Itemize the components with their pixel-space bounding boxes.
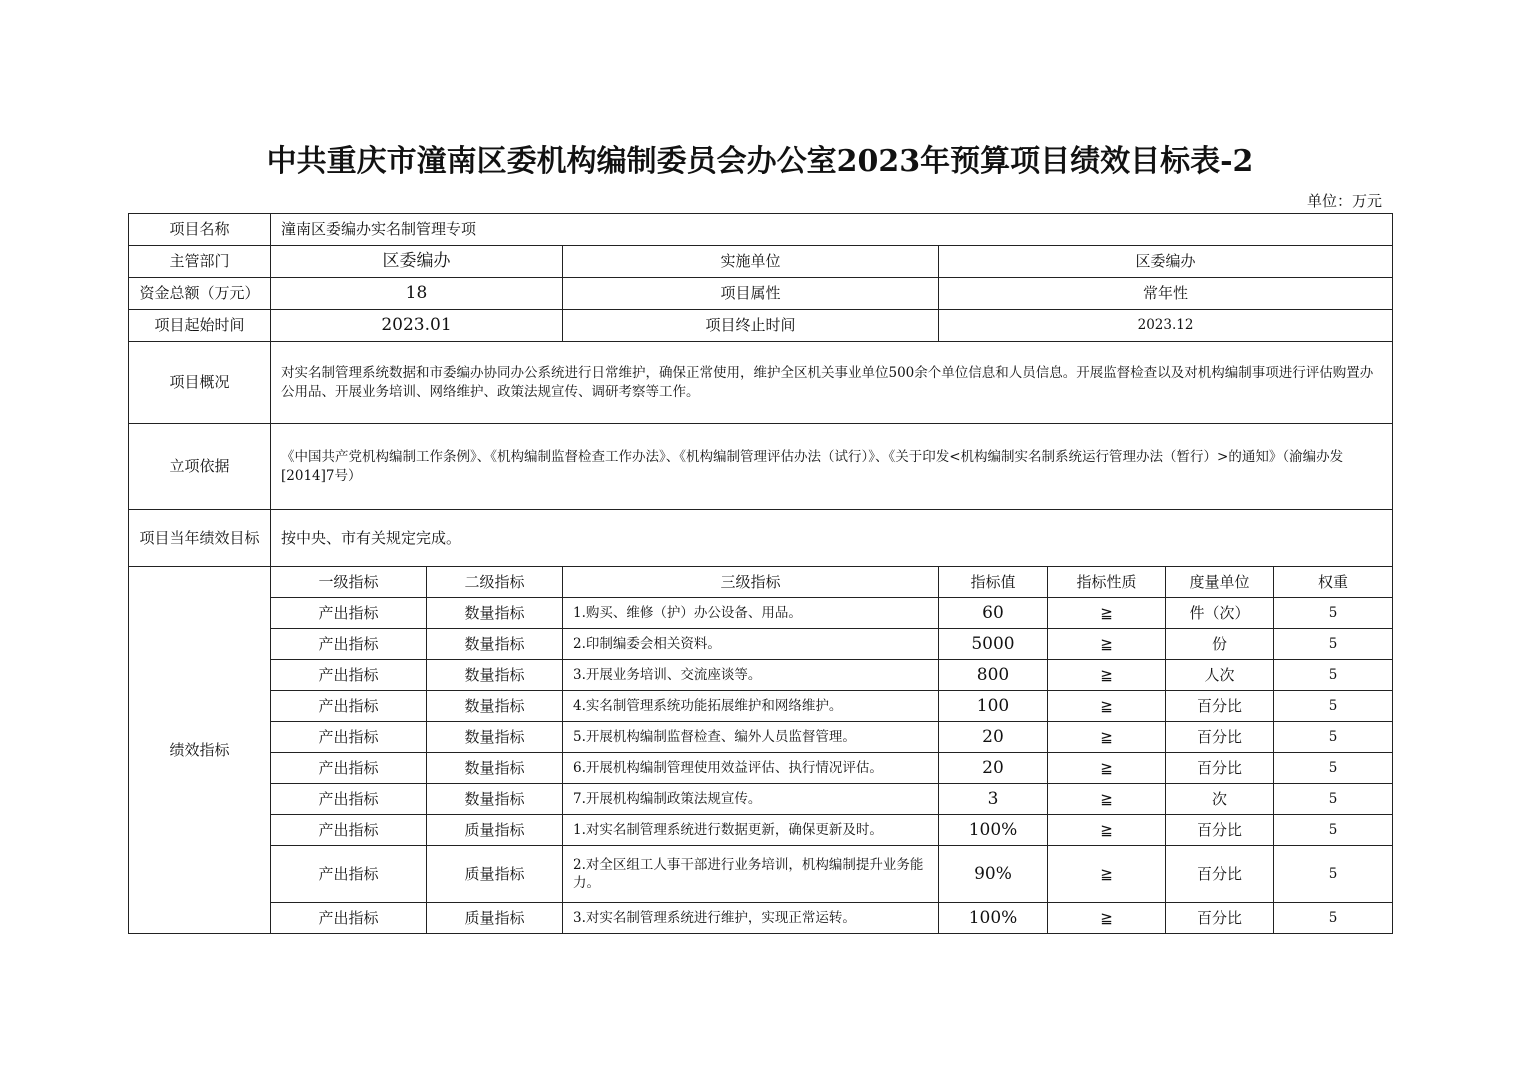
indicator-level3: 1.购买、维修（护）办公设备、用品。	[563, 598, 939, 629]
indicator-nature: ≧	[1048, 598, 1166, 629]
indicator-weight: 5	[1274, 784, 1393, 815]
indicator-level3: 2.对全区组工人事干部进行业务培训，机构编制提升业务能力。	[563, 846, 939, 903]
indicator-unit: 百分比	[1166, 903, 1274, 934]
indicator-row	[129, 815, 1393, 846]
indicator-unit: 百分比	[1166, 753, 1274, 784]
indicator-nature: ≧	[1048, 784, 1166, 815]
row-basis	[129, 424, 1393, 510]
indicator-unit: 份	[1166, 629, 1274, 660]
indicator-nature: ≧	[1048, 903, 1166, 934]
indicator-value: 60	[939, 598, 1048, 629]
header-unit: 度量单位	[1166, 567, 1274, 598]
row-goal	[129, 510, 1393, 567]
indicator-weight: 5	[1274, 722, 1393, 753]
indicator-unit: 百分比	[1166, 722, 1274, 753]
indicator-nature: ≧	[1048, 629, 1166, 660]
indicator-unit: 百分比	[1166, 691, 1274, 722]
indicator-level1: 产出指标	[271, 846, 427, 903]
indicator-level1: 产出指标	[271, 660, 427, 691]
indicator-weight: 5	[1274, 598, 1393, 629]
indicator-level3: 3.开展业务培训、交流座谈等。	[563, 660, 939, 691]
header-level3: 三级指标	[563, 567, 939, 598]
row-funds	[129, 278, 1393, 310]
indicator-unit: 件（次）	[1166, 598, 1274, 629]
funds-label: 资金总额（万元）	[129, 278, 271, 310]
header-level1: 一级指标	[271, 567, 427, 598]
impl-label: 实施单位	[563, 246, 939, 278]
dept-value: 区委编办	[271, 246, 563, 278]
indicator-level3: 3.对实名制管理系统进行维护，实现正常运转。	[563, 903, 939, 934]
overview-label: 项目概况	[129, 342, 271, 424]
indicator-level2: 数量指标	[427, 753, 563, 784]
indicator-row	[129, 660, 1393, 691]
performance-table	[128, 213, 1393, 934]
header-nature: 指标性质	[1048, 567, 1166, 598]
indicator-nature: ≧	[1048, 815, 1166, 846]
indicator-unit: 百分比	[1166, 846, 1274, 903]
header-value: 指标值	[939, 567, 1048, 598]
indicator-level1: 产出指标	[271, 903, 427, 934]
indicator-level3: 6.开展机构编制管理使用效益评估、执行情况评估。	[563, 753, 939, 784]
indicator-row	[129, 598, 1393, 629]
indicator-weight: 5	[1274, 846, 1393, 903]
indicator-level2: 质量指标	[427, 815, 563, 846]
indicator-level3: 2.印制编委会相关资料。	[563, 629, 939, 660]
funds-value: 18	[271, 278, 563, 310]
indicator-level2: 数量指标	[427, 598, 563, 629]
dept-label: 主管部门	[129, 246, 271, 278]
indicator-value: 90%	[939, 846, 1048, 903]
indicator-level3: 7.开展机构编制政策法规宣传。	[563, 784, 939, 815]
indicator-row	[129, 722, 1393, 753]
start-value: 2023.01	[271, 310, 563, 342]
row-dept	[129, 246, 1393, 278]
indicator-level2: 数量指标	[427, 784, 563, 815]
attr-value: 常年性	[939, 278, 1393, 310]
unit-label: 单位：万元	[1306, 192, 1382, 210]
indicator-unit: 人次	[1166, 660, 1274, 691]
indicator-level2: 数量指标	[427, 691, 563, 722]
indicator-level3: 4.实名制管理系统功能拓展维护和网络维护。	[563, 691, 939, 722]
indicator-level2: 质量指标	[427, 903, 563, 934]
indicator-row	[129, 784, 1393, 815]
indicator-level1: 产出指标	[271, 784, 427, 815]
indicator-level3: 5.开展机构编制监督检查、编外人员监督管理。	[563, 722, 939, 753]
indicator-nature: ≧	[1048, 722, 1166, 753]
indicator-unit: 百分比	[1166, 815, 1274, 846]
indicator-level1: 产出指标	[271, 815, 427, 846]
indicator-value: 20	[939, 753, 1048, 784]
row-project-name	[129, 214, 1393, 246]
indicator-nature: ≧	[1048, 846, 1166, 903]
perf-label: 绩效指标	[129, 567, 271, 934]
indicator-row	[129, 903, 1393, 934]
overview-value: 对实名制管理系统数据和市委编办协同办公系统进行日常维护，确保正常使用，维护全区机关事业单位500余个单位信息和人员信息。开展监督检查以及对机构编制事项进行评估购置办公用品、开展业务培训、网络维护、政策法规宣传、调研考察等工作。	[271, 342, 1393, 424]
indicator-value: 3	[939, 784, 1048, 815]
goal-label: 项目当年绩效目标	[129, 510, 271, 567]
basis-value: 《中国共产党机构编制工作条例》、《机构编制监督检查工作办法》、《机构编制管理评估办法（试行）》、《关于印发<机构编制实名制系统运行管理办法（暂行）>的通知》（渝编办发[2014]7号）	[271, 424, 1393, 510]
indicator-level1: 产出指标	[271, 598, 427, 629]
indicator-unit: 次	[1166, 784, 1274, 815]
indicator-value: 100%	[939, 903, 1048, 934]
indicator-weight: 5	[1274, 815, 1393, 846]
indicator-level1: 产出指标	[271, 629, 427, 660]
indicator-header-row	[129, 567, 1393, 598]
indicator-value: 800	[939, 660, 1048, 691]
project-name-label: 项目名称	[129, 214, 271, 246]
indicator-level3: 1.对实名制管理系统进行数据更新，确保更新及时。	[563, 815, 939, 846]
indicator-weight: 5	[1274, 691, 1393, 722]
indicator-level1: 产出指标	[271, 753, 427, 784]
indicator-level1: 产出指标	[271, 722, 427, 753]
indicator-value: 5000	[939, 629, 1048, 660]
indicator-row	[129, 753, 1393, 784]
row-dates	[129, 310, 1393, 342]
indicator-row	[129, 629, 1393, 660]
row-overview	[129, 342, 1393, 424]
indicator-weight: 5	[1274, 753, 1393, 784]
indicator-value: 20	[939, 722, 1048, 753]
indicator-level2: 数量指标	[427, 629, 563, 660]
header-level2: 二级指标	[427, 567, 563, 598]
attr-label: 项目属性	[563, 278, 939, 310]
indicator-level2: 数量指标	[427, 722, 563, 753]
indicator-row	[129, 846, 1393, 903]
end-value: 2023.12	[939, 310, 1393, 342]
indicator-value: 100%	[939, 815, 1048, 846]
basis-label: 立项依据	[129, 424, 271, 510]
indicator-level2: 数量指标	[427, 660, 563, 691]
start-label: 项目起始时间	[129, 310, 271, 342]
header-weight: 权重	[1274, 567, 1393, 598]
indicator-level1: 产出指标	[271, 691, 427, 722]
indicator-weight: 5	[1274, 660, 1393, 691]
indicator-row	[129, 691, 1393, 722]
indicator-level2: 质量指标	[427, 846, 563, 903]
indicator-nature: ≧	[1048, 691, 1166, 722]
project-name-value: 潼南区委编办实名制管理专项	[271, 214, 1393, 246]
indicator-weight: 5	[1274, 629, 1393, 660]
end-label: 项目终止时间	[563, 310, 939, 342]
indicator-nature: ≧	[1048, 660, 1166, 691]
indicator-value: 100	[939, 691, 1048, 722]
impl-value: 区委编办	[939, 246, 1393, 278]
indicator-weight: 5	[1274, 903, 1393, 934]
goal-value: 按中央、市有关规定完成。	[271, 510, 1393, 567]
page-title: 中共重庆市潼南区委机构编制委员会办公室2023年预算项目绩效目标表-2	[266, 144, 1254, 179]
indicator-nature: ≧	[1048, 753, 1166, 784]
